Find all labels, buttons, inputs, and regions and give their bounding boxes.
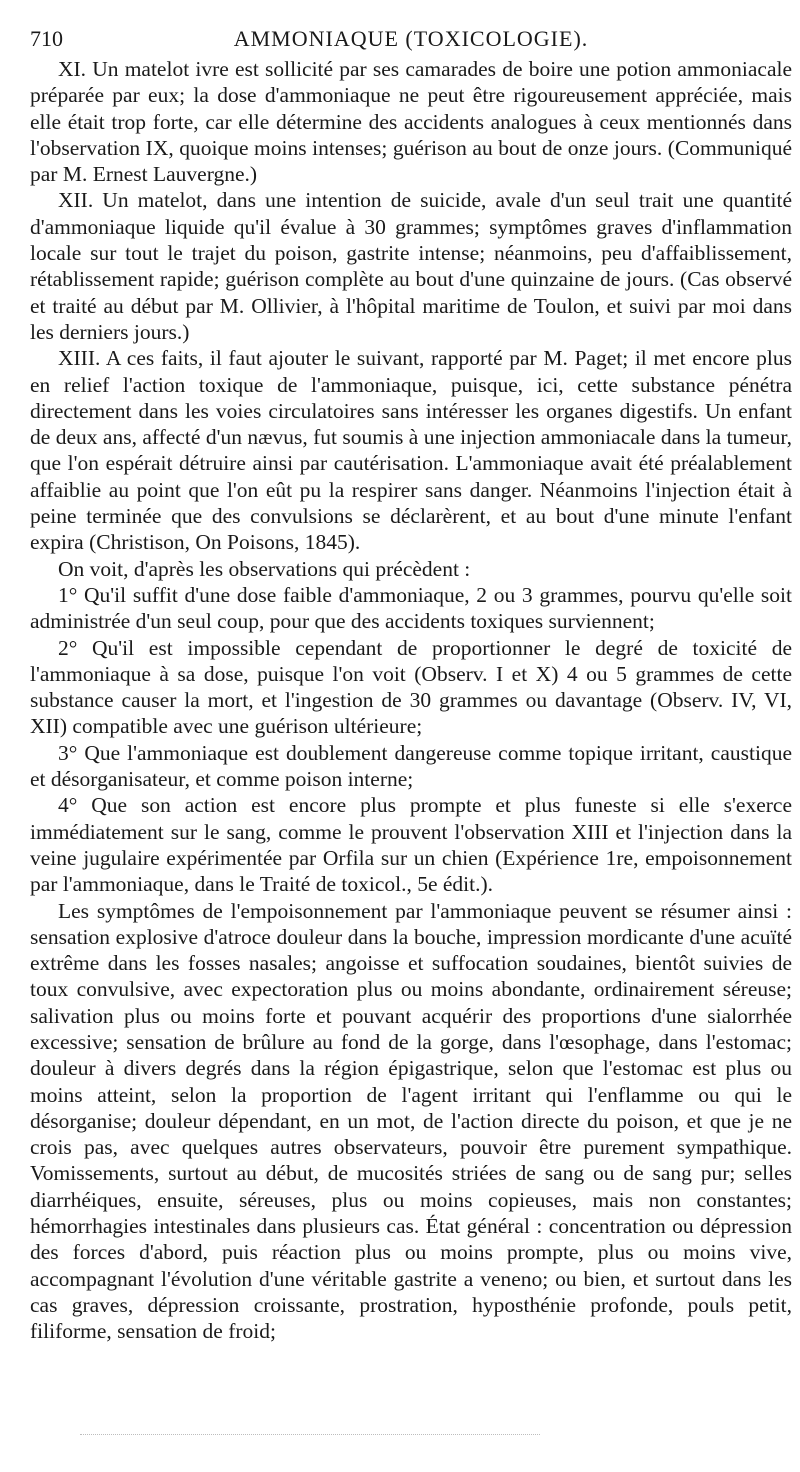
- paragraph-conclusion-1: 1° Qu'il suffit d'une dose faible d'ammoniaque, 2 ou 3 grammes, pourvu qu'elle soit administrée d'un seul coup, pour que des accidents toxiques surviennent;: [30, 582, 792, 634]
- paragraph-conclusion-3: 3° Que l'ammoniaque est doublement dangereuse comme topique irritant, caustique et désorganisateur, et comme poison interne;: [30, 740, 792, 792]
- paragraph-conclusion-4: 4° Que son action est encore plus prompte et plus funeste si elle s'exerce immédiatement sur le sang, comme le prouvent l'observation XIII et l'injection dans la veine jugulaire expérimentée par Orfila sur un chien (Expérience 1re, empoisonnement par l'ammoniaque, dans le Traité de toxicol., 5e édit.).: [30, 793, 792, 897]
- paragraph-observation-xii: XII. Un matelot, dans une intention de suicide, avale d'un seul trait une quantité d'ammoniaque liquide qu'il évalue à 30 grammes; symptômes graves d'inflammation locale sur tout le trajet du poison, gastrite intense; néanmoins, peu d'affaiblissement, rétablissement rapide; guérison complète au bout d'une quinzaine de jours. (Cas observé et traité au début par M. Ollivier, à l'hôpital maritime de Toulon, et suivi par moi dans les derniers jours.): [30, 188, 792, 344]
- paragraph-symptoms: Les symptômes de l'empoisonnement par l'ammoniaque peuvent se résumer ainsi : sensation explosive d'atroce douleur dans la bouche, impression mordicante d'une acuïté extrême dans les fosses nasales; angoisse et suffocation soudaines, bientôt suivies de toux convulsive, avec expectoration plus ou moins abondante, ordinairement séreuse; salivation plus ou moins forte et pouvant acquérir des proportions d'une sialorrhée excessive; sensation de brûlure au fond de la gorge, dans l'œsophage, dans l'estomac; douleur à divers degrés dans la région épigastrique, selon que l'estomac est plus ou moins atteint, selon la proportion de l'agent irritant qui l'enflamme ou qui le désorganise; douleur dépendant, en un mot, de l'action directe du poison, et que je ne crois pas, avec quelques autres observateurs, pouvoir être purement sympathique. Vomissements, surtout au début, de mucosités striées de sang ou de sang pur; selles diarrhéiques, ensuite, séreuses, plus ou moins copieuses, mais non constantes; hémorrhagies intestinales dans plusieurs cas. État général : concentration ou dépression des forces d'abord, puis réaction plus ou moins prompte, plus ou moins vive, accompagnant l'évolution d'une véritable gastrite a veneno; ou bien, et surtout dans les cas graves, dépression croissante, prostration, hyposthénie profonde, pouls petit, filiforme, sensation de froid;: [30, 898, 792, 1344]
- page-header: [30, 22, 792, 56]
- book-page: [30, 22, 792, 1345]
- paragraph-conclusions-intro: On voit, d'après les observations qui précèdent :: [58, 556, 471, 581]
- paragraph-observation-xiii: XIII. A ces faits, il faut ajouter le suivant, rapporté par M. Paget; il met encore plus en relief l'action toxique de l'ammoniaque, puisque, ici, cette substance pénétra directement dans les voies circulatoires sans intéresser les organes digestifs. Un enfant de deux ans, affecté d'un nævus, fut soumis à une injection ammoniacale dans la tumeur, que l'on espérait détruire ainsi par cautérisation. L'ammoniaque avait été préalablement affaiblie au point que l'on eût pu la respirer sans danger. Néanmoins l'injection était à peine terminée que des convulsions se déclarèrent, et au bout d'une minute l'enfant expira (Christison, On Poisons, 1845).: [30, 346, 792, 555]
- paragraph-conclusion-2: 2° Qu'il est impossible cependant de proportionner le degré de toxicité de l'ammoniaque à sa dose, puisque l'on voit (Observ. I et X) 4 ou 5 grammes de cette substance causer la mort, et l'ingestion de 30 grammes ou davantage (Observ. IV, VI, XII) compatible avec une guérison ultérieure;: [30, 635, 792, 739]
- footer-rule: [80, 1434, 540, 1435]
- body-text: [30, 56, 792, 1345]
- page-number: 710: [30, 26, 63, 51]
- running-title: AMMONIAQUE (TOXICOLOGIE).: [233, 26, 589, 51]
- paragraph-observation-xi: XI. Un matelot ivre est sollicité par ses camarades de boire une potion ammoniacale préparée par eux; la dose d'ammoniaque ne peut être rigoureusement appréciée, mais elle était trop forte, car elle détermine des accidents analogues à ceux mentionnés dans l'observation IX, quoique moins intenses; guérison au bout de onze jours. (Communiqué par M. Ernest Lauvergne.): [30, 57, 792, 187]
